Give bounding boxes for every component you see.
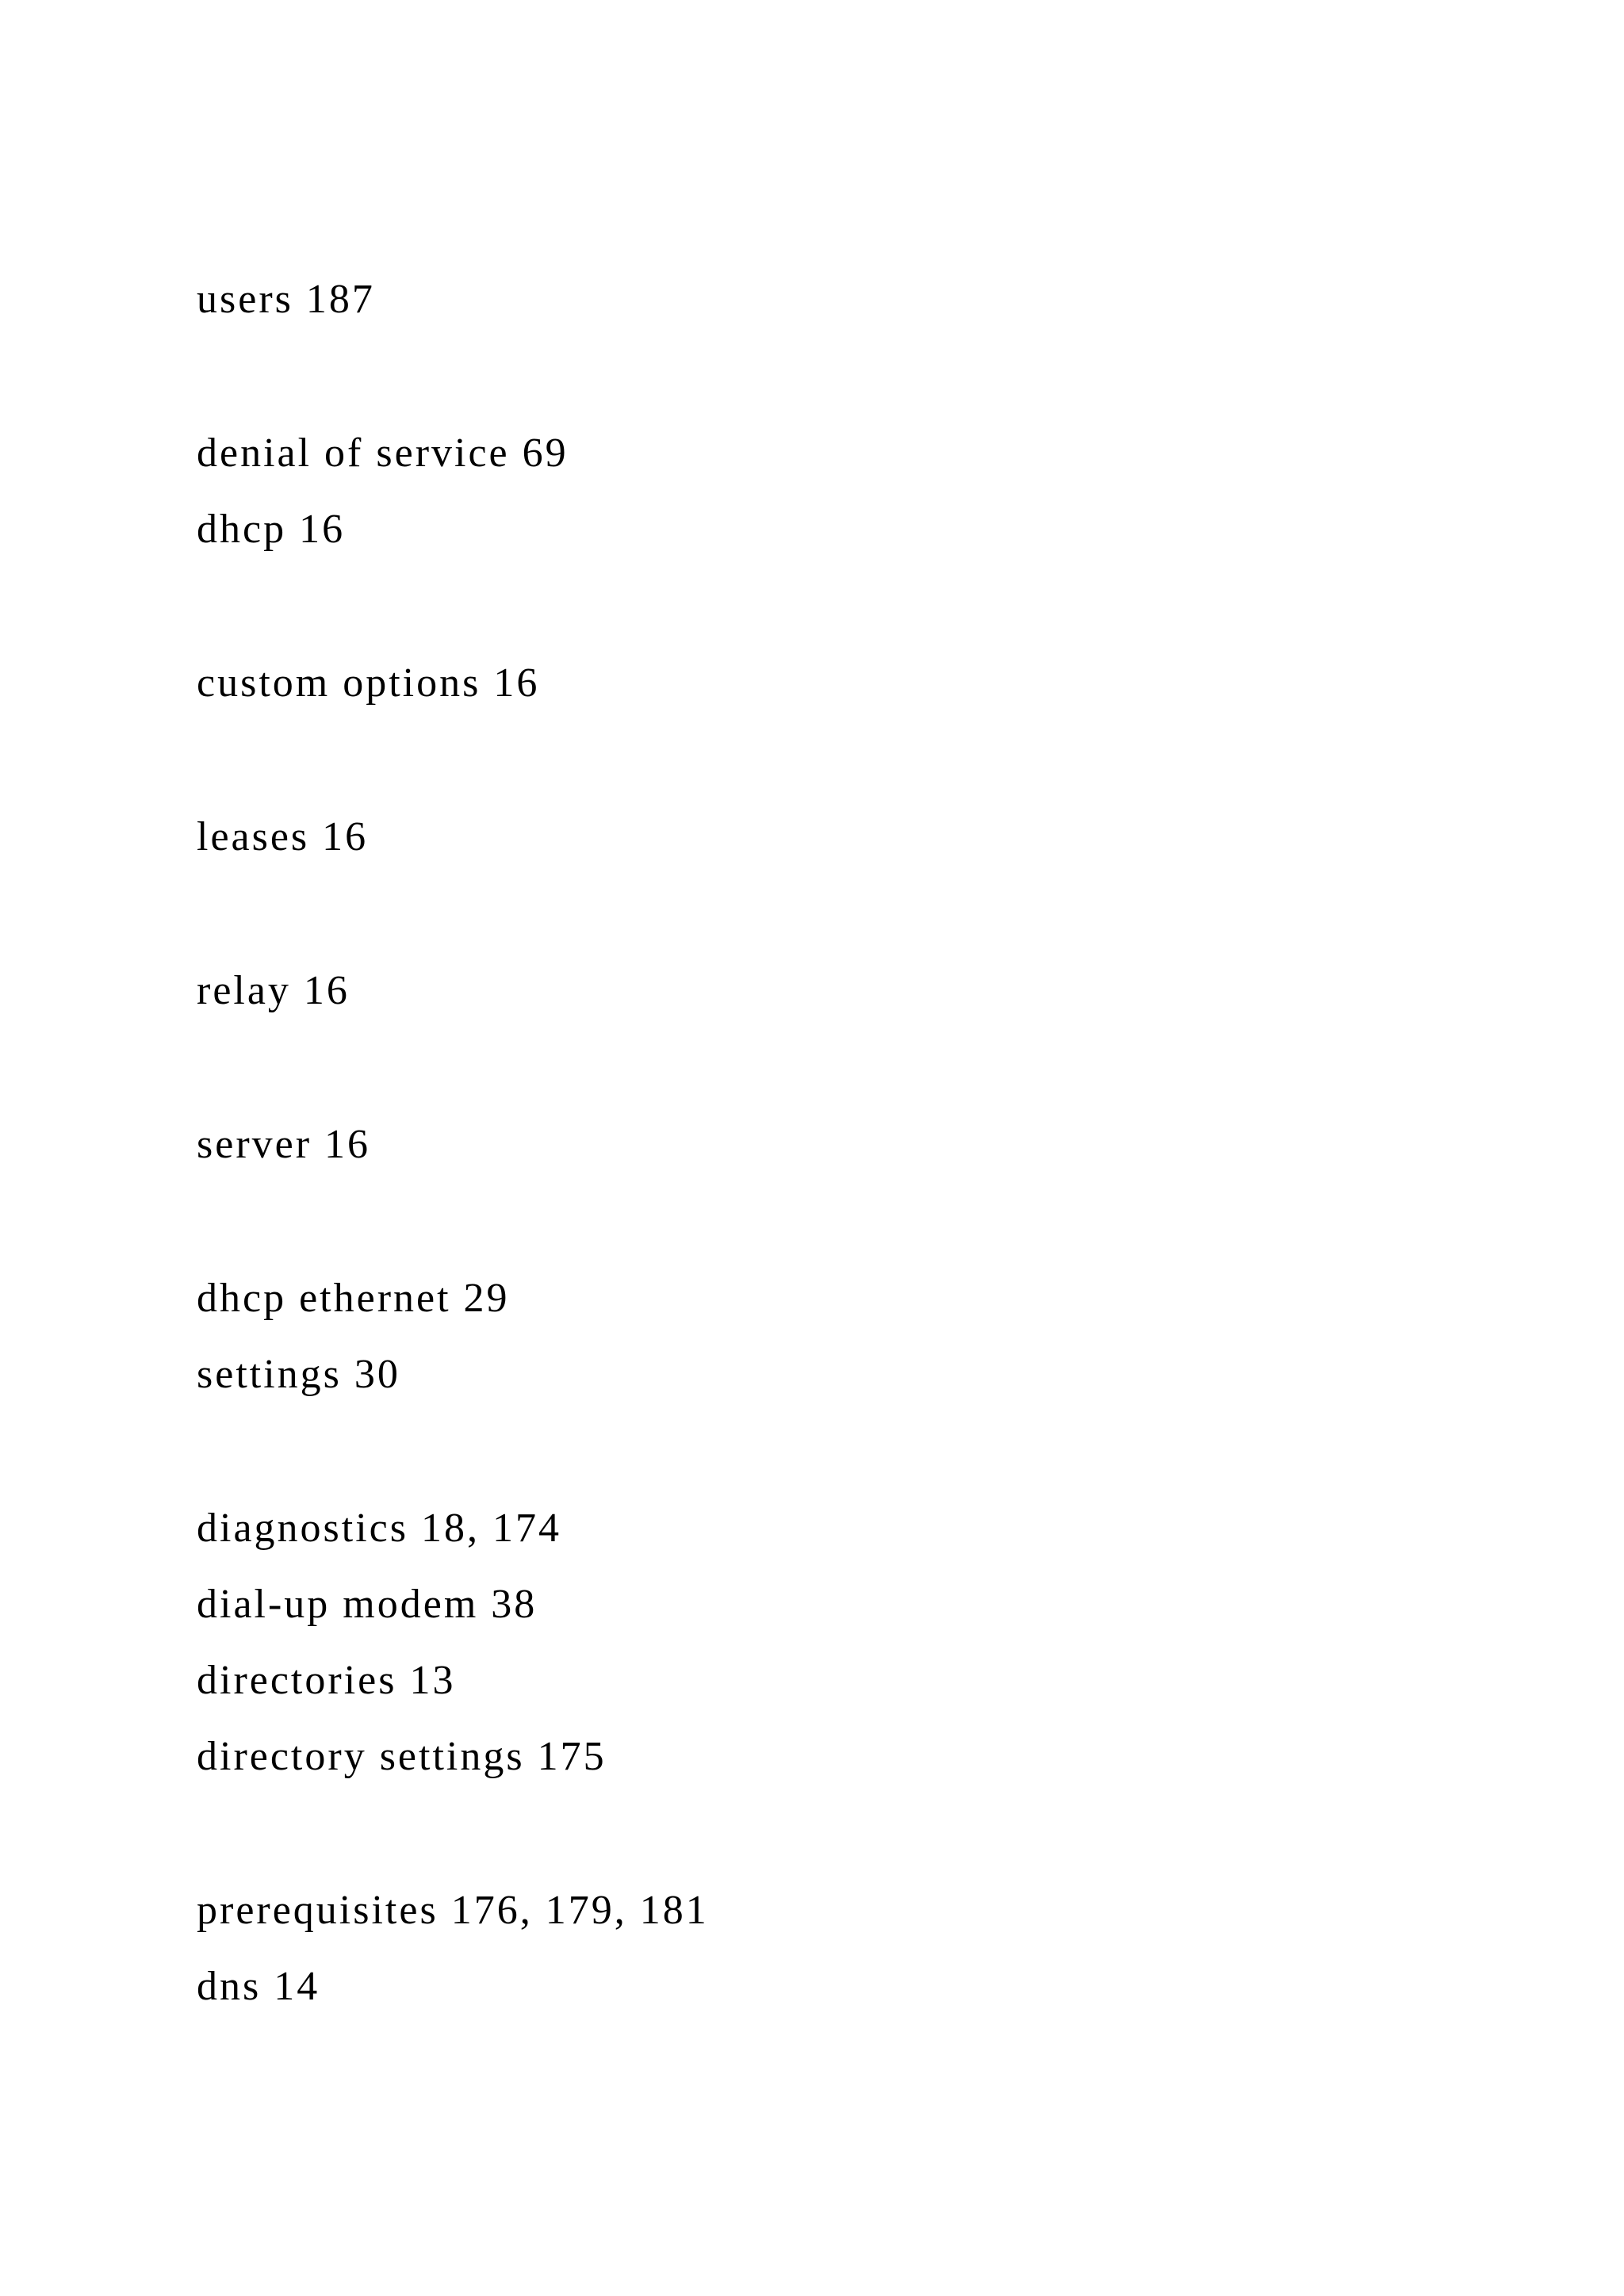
index-entry-relay: relay 16	[197, 968, 350, 1013]
index-entry-custom-options: custom options 16	[197, 660, 540, 706]
index-entry-dial-up-modem: dial-up modem 38	[197, 1582, 538, 1627]
index-entry-directory-settings: directory settings 175	[197, 1734, 607, 1779]
index-entry-directories: directories 13	[197, 1658, 456, 1703]
index-entry-dhcp: dhcp 16	[197, 507, 346, 552]
index-entry-leases: leases 16	[197, 814, 369, 859]
index-entry-prerequisites: prerequisites 176, 179, 181	[197, 1888, 709, 1933]
index-entry-users: users 187	[197, 277, 375, 322]
index-entry-dns: dns 14	[197, 1964, 320, 2009]
index-entry-denial-of-service: denial of service 69	[197, 430, 569, 476]
index-entry-dhcp-ethernet: dhcp ethernet 29	[197, 1276, 510, 1321]
index-entry-settings: settings 30	[197, 1352, 400, 1397]
index-entry-diagnostics: diagnostics 18, 174	[197, 1506, 561, 1551]
index-entry-server: server 16	[197, 1122, 371, 1167]
